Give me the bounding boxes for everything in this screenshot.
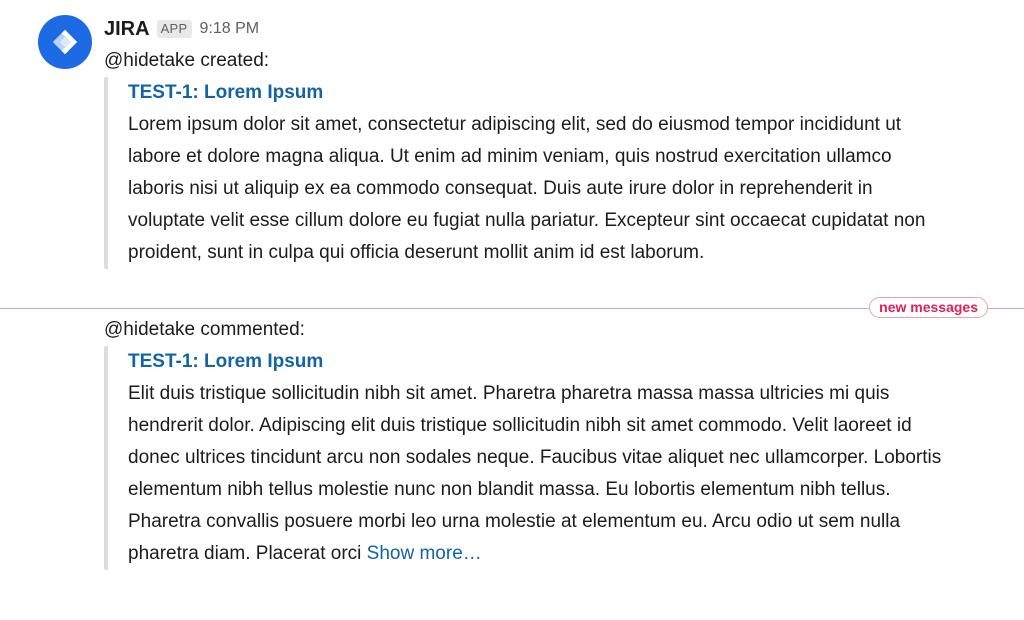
jira-app-avatar[interactable]: [38, 15, 92, 69]
created-action-text: @hidetake created:: [104, 50, 270, 71]
sender-name[interactable]: JIRA: [104, 17, 150, 40]
comment-body: [128, 378, 948, 570]
issue-attachment-created: [104, 77, 948, 269]
new-messages-divider: [0, 299, 1024, 315]
commented-action-text: @hidetake commented:: [104, 319, 305, 340]
issue-title-link[interactable]: TEST-1: Lorem Ipsum: [128, 351, 324, 372]
comment-text: Elit duis tristique sollicitudin nibh sit amet. Pharetra pharetra massa massa ultricies mi quis hendrerit dolor. Adipiscing elit duis tristique sollicitudin nibh sit amet commodo. Velit laoreet id donec ultrices tincidunt arcu non sodales neque. Faucibus vitae aliquet nec ullamcorper. Lobortis elementum nibh tellus molestie nunc non blandit massa. Eu lobortis elementum nibh tellus. Pharetra convallis posuere morbi leo urna molestie at elementum eu. Arcu odio ut sem nulla pharetra diam. Placerat orci: [128, 383, 942, 564]
issue-title-link[interactable]: TEST-1: Lorem Ipsum: [128, 82, 324, 103]
message-timestamp[interactable]: 9:18 PM: [199, 20, 260, 37]
app-badge: APP: [157, 20, 192, 38]
new-messages-badge[interactable]: new messages: [869, 297, 988, 318]
issue-attachment-commented: [104, 346, 948, 570]
show-more-link[interactable]: Show more…: [366, 543, 482, 564]
issue-description: Lorem ipsum dolor sit amet, consectetur adipiscing elit, sed do eiusmod tempor incididunt ut labore et dolore magna aliqua. Ut enim ad minim veniam, quis nostrud exercitation ullamco laboris nisi ut aliquip ex ea commodo consequat. Duis aute irure dolor in reprehenderit in voluptate velit esse cillum dolore eu fugiat nulla pariatur. Excepteur sint occaecat cupidatat non proident, sunt in culpa qui officia deserunt mollit anim id est laborum.: [128, 114, 926, 263]
message-header: [104, 14, 259, 44]
jira-logo-icon: [50, 27, 80, 57]
